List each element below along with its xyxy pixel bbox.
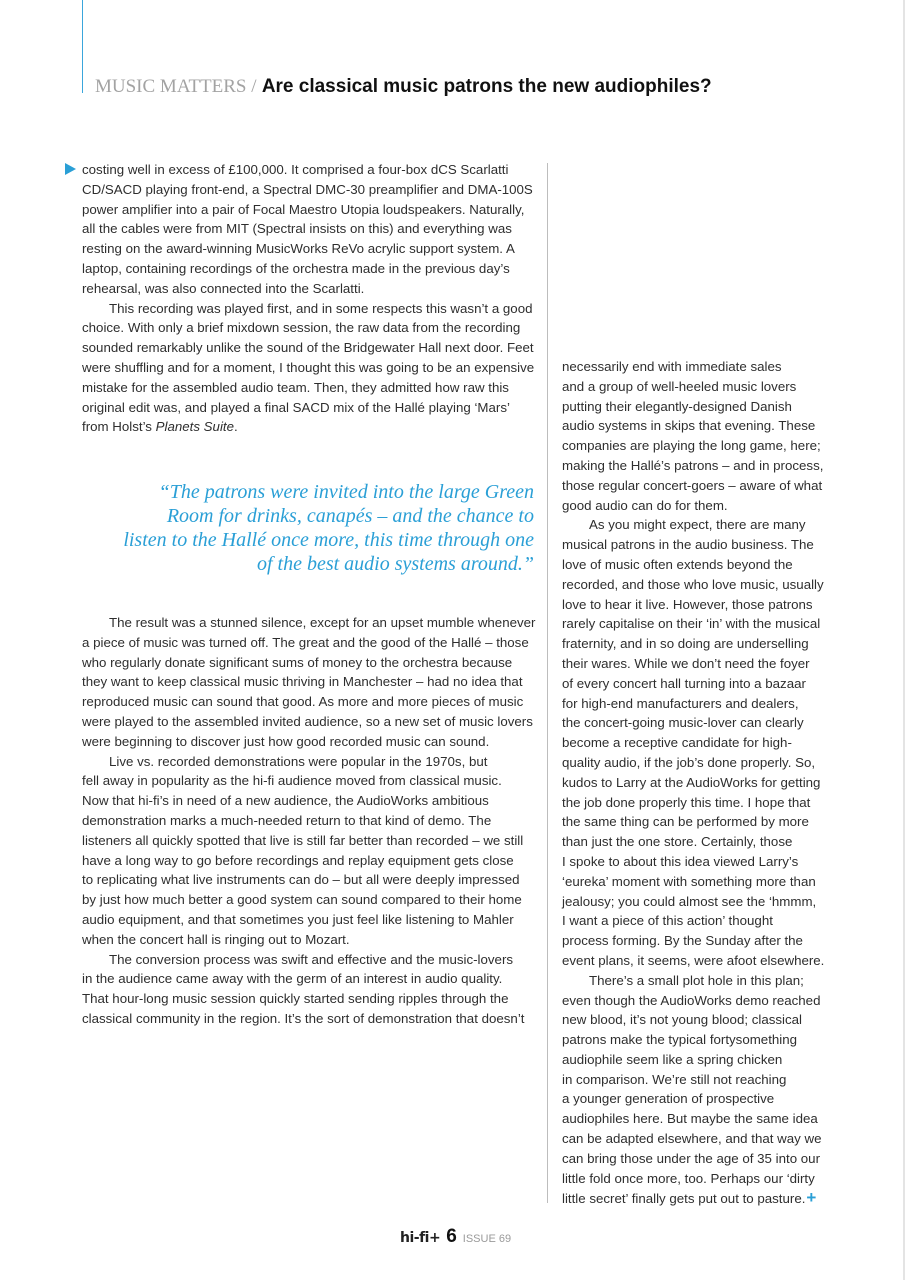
- text-line: laptop, containing recordings of the orchestra made in the previous day’s: [82, 260, 510, 276]
- end-mark-plus-icon: +: [806, 1188, 817, 1208]
- text-line: by just how much better a good system can sound compared to their home: [82, 892, 522, 908]
- article-title: Are classical music patrons the new audiophiles?: [261, 76, 712, 97]
- text-line: can bring those under the age of 35 into our: [562, 1150, 820, 1166]
- text-line: quality audio, if the job’s done properly. So,: [562, 754, 816, 770]
- issue-number: ISSUE 69: [462, 1233, 512, 1245]
- text-line: putting their elegantly-designed Danish: [562, 398, 792, 414]
- text-line: of every concert hall turning into a bazaar: [562, 675, 806, 691]
- continued-arrow-icon: [65, 163, 76, 175]
- text-line: resting on the award-winning MusicWorks ReVo acrylic support system. A: [82, 241, 515, 257]
- text-line: their wares. While we don’t need the foyer: [562, 655, 810, 671]
- text-line: costing well in excess of £100,000. It comprised a four-box dCS Scarlatti: [82, 162, 509, 177]
- pull-quote: [123, 480, 534, 576]
- text-line: have a long way to go before recordings and replay equipment gets close: [82, 852, 514, 868]
- text-line: companies are playing the long game, here;: [562, 438, 821, 454]
- text-line: they want to keep classical music thriving in Manchester – had no idea that: [82, 674, 523, 690]
- text-line: a piece of music was turned off. The great and the good of the Hallé – those: [82, 634, 529, 650]
- text-line: become a receptive candidate for high-: [562, 735, 792, 751]
- text-line: even though the AudioWorks demo reached: [562, 992, 821, 1008]
- text-line: mistake for the assembled audio team. Then, they admitted how raw this: [82, 379, 509, 395]
- section-label: MUSIC MATTERS /: [95, 76, 257, 97]
- text-line: were played to the assembled invited audience, so a new set of music lovers: [82, 713, 533, 729]
- text-line: ‘eureka’ moment with something more than: [562, 873, 816, 889]
- text-line: I want a piece of this action’ thought: [562, 913, 773, 929]
- text-line: audiophiles here. But maybe the same idea: [562, 1111, 818, 1127]
- last-line-text: little secret’ finally gets put out to pasture.: [562, 1191, 806, 1207]
- text-line: fell away in popularity as the hi-fi audience moved from classical music.: [82, 773, 502, 789]
- text-line: the concert-going music-lover can clearly: [562, 715, 804, 731]
- text-line: can be adapted elsewhere, and that way we: [562, 1131, 822, 1147]
- text-line: There’s a small plot hole in this plan;: [589, 972, 804, 988]
- left-column-top: [82, 160, 534, 437]
- text-line: choice. With only a brief mixdown session, the raw data from the recording: [82, 320, 521, 336]
- text-line: As you might expect, there are many: [589, 517, 806, 533]
- text-line: musical patrons in the audio business. The: [562, 537, 814, 553]
- text-line: little fold once more, too. Perhaps our ‘dirty: [562, 1170, 815, 1186]
- text-segment: .: [234, 419, 238, 435]
- left-column-bottom: [82, 613, 535, 1029]
- text-line: That hour-long music session quickly started sending ripples through the: [82, 991, 509, 1007]
- text-line: kudos to Larry at the AudioWorks for getting: [562, 774, 821, 790]
- text-line: jealousy; you could almost see the ‘hmmm,: [562, 893, 817, 909]
- text-line: recorded, and those who love music, usually: [562, 576, 824, 592]
- text-line: [82, 417, 534, 437]
- text-line: listeners all quickly spotted that live is still far better than recorded – we still: [82, 832, 524, 848]
- text-line: to replicating what live instruments can do – but all were deeply impressed: [82, 872, 520, 888]
- text-line: audiophile seem like a spring chicken: [562, 1051, 783, 1067]
- text-line: and a group of well-heeled music lovers: [562, 378, 797, 394]
- text-line: were shuffling and for a moment, I thought this was going to be an expensive: [82, 359, 535, 375]
- text-line: power amplifier into a pair of Focal Maestro Utopia loudspeakers. Naturally,: [82, 201, 525, 217]
- pull-quote-line: Room for drinks, canapés – and the chance to: [166, 505, 534, 527]
- text-line: for high-end manufacturers and dealers,: [562, 695, 799, 711]
- header-accent-line: [82, 0, 83, 93]
- text-line: a younger generation of prospective: [562, 1091, 775, 1107]
- text-line: love to hear it live. However, those patrons: [562, 596, 813, 612]
- text-line: original edit was, and played a final SACD mix of the Hallé playing ‘Mars’: [82, 399, 510, 415]
- text-line: rehearsal, was also connected into the Scarlatti.: [82, 280, 365, 296]
- text-line: classical community in the region. It’s the sort of demonstration that doesn’t: [82, 1010, 525, 1026]
- text-line: Live vs. recorded demonstrations were popular in the 1970s, but: [109, 753, 488, 769]
- text-line: in comparison. We’re still not reaching: [562, 1071, 787, 1087]
- text-line: than just the one store. Certainly, those: [562, 834, 793, 850]
- pull-quote-line: of the best audio systems around.”: [256, 553, 534, 575]
- text-line: love of music often extends beyond the: [562, 556, 793, 572]
- text-line: new blood, it’s not young blood; classical: [562, 1012, 802, 1028]
- pull-quote-line: listen to the Hallé once more, this time through one: [123, 529, 534, 551]
- text-line: making the Hallé’s patrons – and in process,: [562, 457, 824, 473]
- text-line: reproduced music can sound that good. As more and more pieces of music: [82, 694, 524, 710]
- text-line: I spoke to about this idea viewed Larry’s: [562, 853, 799, 869]
- text-line: process forming. By the Sunday after the: [562, 933, 803, 949]
- text-line: CD/SACD playing front-end, a Spectral DMC-30 preamplifier and DMA-100S: [82, 181, 533, 197]
- text-line: all the cables were from MIT (Spectral insists on this) and everything was: [82, 221, 512, 237]
- text-line: those regular concert-goers – aware of what: [562, 477, 823, 493]
- text-line: necessarily end with immediate sales: [562, 359, 782, 374]
- text-line: [562, 1188, 824, 1208]
- text-line: audio equipment, and that sometimes you just feel like listening to Mahler: [82, 911, 514, 927]
- text-line: good audio can do for them.: [562, 497, 728, 513]
- page-header: [95, 76, 712, 98]
- text-line: Now that hi-fi’s in need of a new audience, the AudioWorks ambitious: [82, 793, 489, 809]
- text-line: demonstration marks a much-needed return to that kind of demo. The: [82, 812, 492, 828]
- text-line: the job done properly this time. I hope that: [562, 794, 811, 810]
- hifi-plus-logo: hi-fi+: [400, 1230, 441, 1246]
- text-line: The result was a stunned silence, except for an upset mumble whenever: [109, 615, 536, 630]
- text-line: when the concert hall is ringing out to Mozart.: [82, 931, 350, 947]
- pull-quote-line: “The patrons were invited into the large Green: [158, 481, 534, 503]
- text-line: fraternity, and in so doing are underselling: [562, 636, 809, 652]
- text-line: The conversion process was swift and effective and the music-lovers: [109, 951, 514, 967]
- text-line: audio systems in skips that evening. These: [562, 418, 816, 434]
- page-number: 6: [446, 1226, 457, 1247]
- text-line: were beginning to discover just how good recorded music can sound.: [82, 733, 490, 749]
- text-line: rarely capitalise on their ‘in’ with the musical: [562, 616, 821, 632]
- italic-title: Planets Suite: [155, 419, 234, 435]
- page-footer: [400, 1226, 511, 1248]
- text-line: the same thing can be performed by more: [562, 814, 809, 830]
- text-segment: from Holst’s: [82, 419, 156, 435]
- text-line: This recording was played first, and in some respects this wasn’t a good: [109, 300, 533, 316]
- text-line: in the audience came away with the germ of an interest in audio quality.: [82, 971, 503, 987]
- text-line: who regularly donate significant sums of money to the orchestra because: [82, 654, 513, 670]
- text-line: sounded remarkably unlike the sound of the Bridgewater Hall next door. Feet: [82, 340, 534, 356]
- text-line: patrons make the typical fortysomething: [562, 1032, 798, 1048]
- right-column: [562, 357, 824, 1208]
- text-line: event plans, it seems, were afoot elsewhere.: [562, 952, 825, 968]
- column-divider: [547, 163, 548, 1203]
